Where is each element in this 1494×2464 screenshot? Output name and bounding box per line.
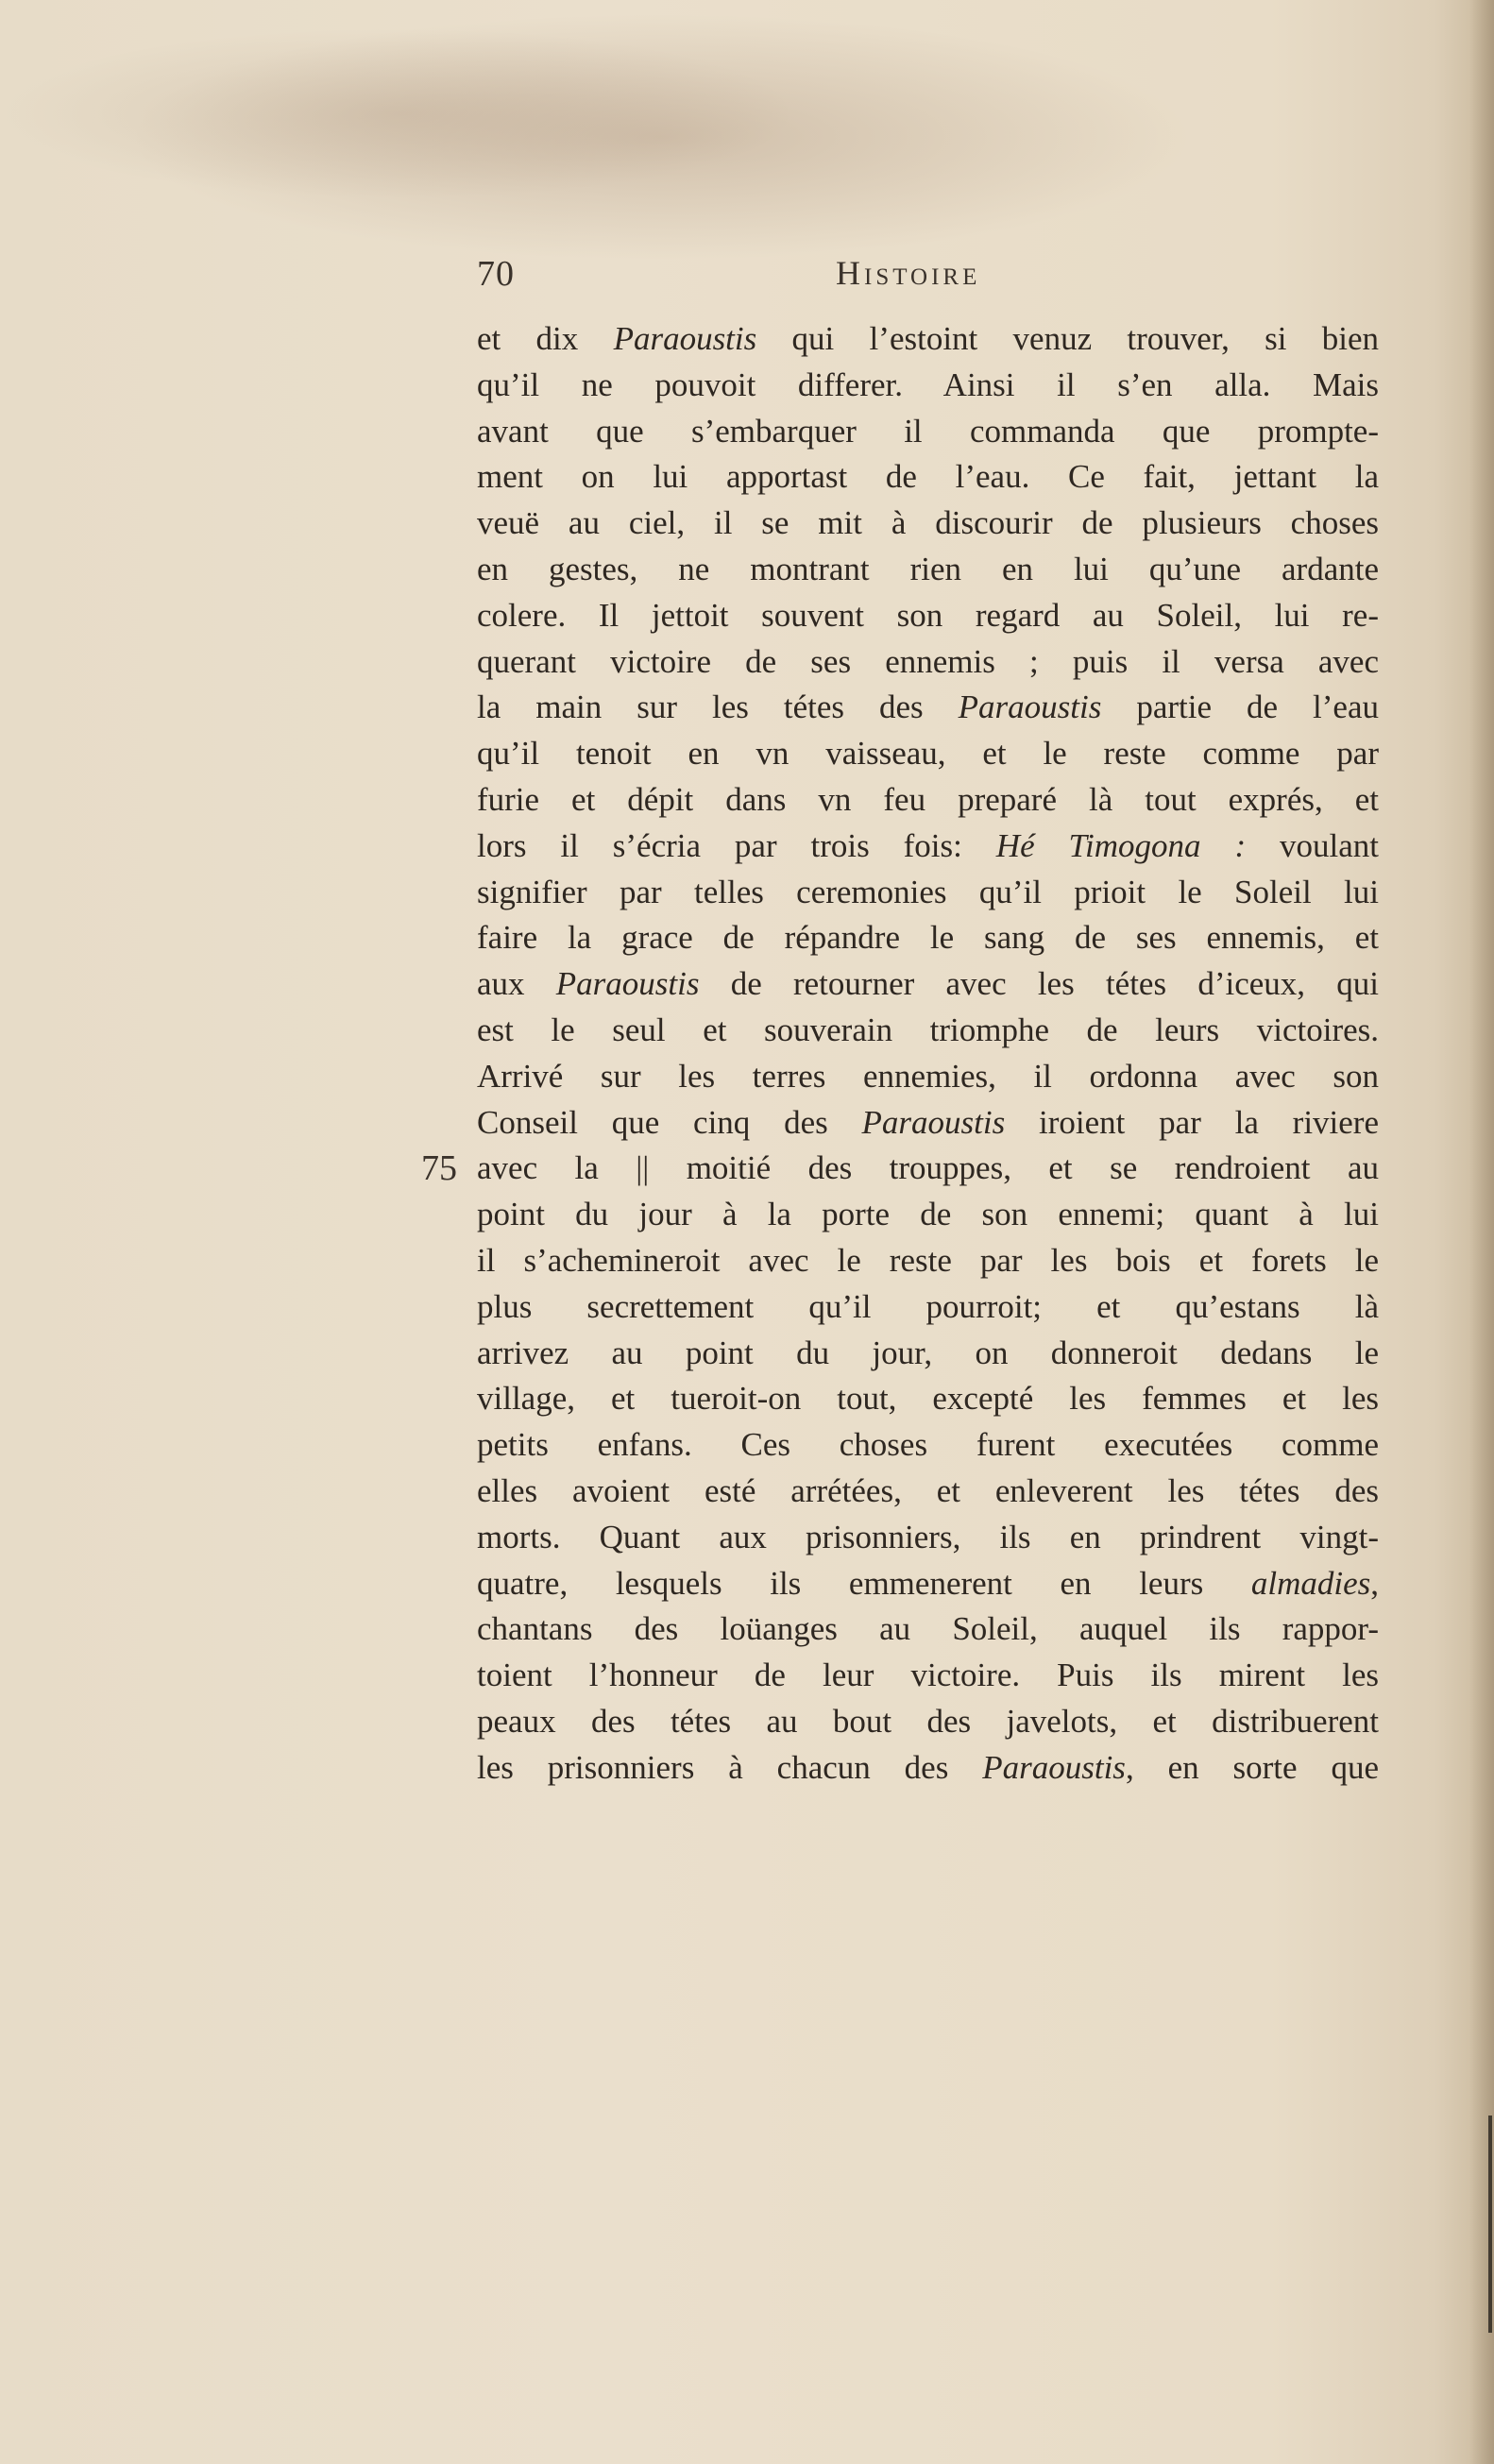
text-line — [477, 1515, 1379, 1561]
text-segment: toient l’honneur de leur victoire. Puis ils mirent les — [477, 1657, 1379, 1694]
text-segment: arrivez au point du jour, on donneroit dedans le — [477, 1334, 1379, 1371]
italic-term: Paraoustis — [613, 320, 757, 357]
text-line — [477, 731, 1379, 777]
text-line — [477, 961, 1379, 1008]
text-line — [477, 454, 1379, 501]
italic-term: Paraoustis — [958, 688, 1102, 726]
italic-term: Hé Timogona : — [995, 826, 1247, 864]
text-segment: la main sur les tétes des — [477, 688, 959, 726]
page-header — [477, 253, 1393, 300]
text-line — [477, 685, 1379, 731]
text-line — [477, 1561, 1379, 1607]
text-segment: veuë au ciel, il se mit à discourir de plusieurs choses — [477, 504, 1379, 542]
text-segment: qu’il tenoit en vn vaisseau, et le reste comme par — [477, 735, 1379, 773]
text-line — [477, 1331, 1379, 1377]
text-line — [477, 824, 1379, 870]
text-line — [477, 1469, 1379, 1515]
italic-term: Paraoustis — [555, 965, 700, 1003]
text-line — [477, 1054, 1379, 1100]
text-segment: avec la || moitié des trouppes, et se rendroient au — [477, 1149, 1379, 1187]
text-line — [477, 1100, 1379, 1147]
text-segment: , en sorte que — [1125, 1748, 1379, 1786]
text-line — [477, 915, 1379, 961]
text-line — [477, 1699, 1379, 1745]
text-segment: peaux des tétes au bout des javelots, et distribuerent — [477, 1702, 1379, 1740]
text-segment: en gestes, ne montrant rien en lui qu’une ardante — [477, 550, 1379, 587]
text-line — [477, 639, 1379, 686]
text-line — [477, 1238, 1379, 1284]
text-line — [477, 1376, 1379, 1422]
text-segment: petits enfans. Ces choses furent executées comme — [477, 1426, 1379, 1464]
text-segment: il s’achemineroit avec le reste par les bois et forets le — [477, 1241, 1379, 1279]
text-line — [477, 1745, 1379, 1792]
text-segment: partie de l’eau — [1101, 688, 1379, 726]
text-segment: colere. Il jettoit souvent son regard au Soleil, lui re- — [477, 596, 1379, 634]
text-line — [477, 870, 1379, 916]
text-segment: plus secrettement qu’il pourroit; et qu’estans là — [477, 1287, 1379, 1325]
text-segment: quatre, lesquels ils emmenerent en leurs — [477, 1564, 1251, 1602]
body-text — [477, 316, 1379, 1792]
text-segment: querant victoire de ses ennemis ; puis il versa avec — [477, 642, 1379, 680]
running-title: Histoire — [836, 254, 981, 292]
text-segment: aux — [477, 965, 556, 1003]
text-segment: et dix — [477, 320, 614, 357]
text-line — [477, 1192, 1379, 1238]
text-segment: de retourner avec les tétes d’iceux, qui — [699, 965, 1379, 1003]
text-segment: lors il s’écria par trois fois: — [477, 826, 996, 864]
text-segment: les prisonniers à chacun des — [477, 1748, 983, 1786]
text-line — [477, 777, 1379, 824]
text-line — [477, 1008, 1379, 1054]
text-segment: faire la grace de répandre le sang de ses ennemis, et — [477, 919, 1379, 957]
text-line — [477, 409, 1379, 455]
text-line — [477, 363, 1379, 409]
text-segment: , — [1370, 1564, 1379, 1602]
text-segment: morts. Quant aux prisonniers, ils en prindrent vingt- — [477, 1518, 1379, 1555]
text-segment: elles avoient esté arrétées, et enleverent les tétes des — [477, 1471, 1379, 1509]
text-segment: Conseil que cinq des — [477, 1103, 862, 1141]
text-segment: voulant — [1246, 826, 1379, 864]
text-segment: Arrivé sur les terres ennemies, il ordonna avec son — [477, 1057, 1379, 1095]
text-line — [477, 547, 1379, 593]
page-edge-shadow — [1469, 0, 1494, 2464]
text-segment: furie et dépit dans vn feu preparé là tout exprés, et — [477, 780, 1379, 818]
text-line — [477, 593, 1379, 639]
text-segment: qui l’estoint venuz trouver, si bien — [756, 320, 1379, 357]
page-number: 70 — [477, 254, 515, 294]
text-line — [477, 316, 1379, 363]
page-edge-mark — [1488, 2116, 1492, 2333]
text-segment: ment on lui apportast de l’eau. Ce fait, jettant la — [477, 458, 1379, 496]
italic-term: almadies — [1250, 1564, 1371, 1602]
text-line — [477, 501, 1379, 547]
text-line — [477, 1422, 1379, 1469]
text-segment: signifier par telles ceremonies qu’il prioit le Soleil lui — [477, 873, 1379, 910]
margin-line-number: 75 — [421, 1148, 457, 1188]
text-line — [477, 1146, 1379, 1192]
text-line — [477, 1606, 1379, 1653]
text-segment: est le seul et souverain triomphe de leurs victoires. — [477, 1011, 1379, 1048]
italic-term: Paraoustis — [861, 1103, 1006, 1141]
text-segment: iroient par la riviere — [1005, 1103, 1379, 1141]
text-line — [477, 1284, 1379, 1331]
text-line — [477, 1653, 1379, 1699]
text-segment: point du jour à la porte de son ennemi; quant à lui — [477, 1196, 1379, 1233]
italic-term: Paraoustis — [982, 1748, 1126, 1786]
text-segment: avant que s’embarquer il commanda que prompte- — [477, 412, 1379, 450]
text-segment: qu’il ne pouvoit differer. Ainsi il s’en alla. Mais — [477, 365, 1379, 403]
text-segment: village, et tueroit-on tout, excepté les femmes et les — [477, 1380, 1379, 1418]
text-segment: chantans des loüanges au Soleil, auquel ils rappor- — [477, 1610, 1379, 1648]
